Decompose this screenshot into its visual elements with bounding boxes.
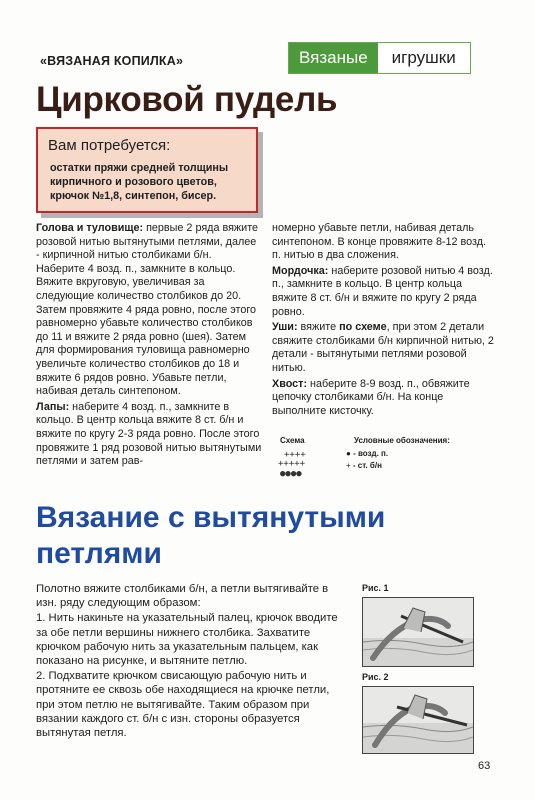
scheme-legend (272, 436, 492, 486)
section-muzzle (272, 265, 494, 319)
category-badge-right: игрушки (378, 43, 470, 73)
section-body-head (36, 222, 262, 399)
instructions-intro: Полотно вяжите столбиками б/н, а петли вытягивайте в изн. ряду следующим образом: (36, 583, 329, 610)
legend-text: - возд. п. (353, 449, 389, 458)
scheme-diagram (276, 448, 326, 484)
section-label: Хвост: (272, 377, 308, 390)
section-label: Мордочка: (272, 264, 329, 277)
figure-1-label: Рис. 1 (362, 583, 389, 593)
section-text: наберите 8-9 возд. п., обвяжите цепочку столбиками б/н. На конце выполните кисточку. (272, 377, 470, 417)
section-label: Уши: (272, 321, 298, 334)
page-title: Цирковой пудель (36, 80, 338, 119)
scheme-row-2: +++++ (278, 459, 306, 469)
scheme-row-3: ●●●● (280, 469, 302, 479)
requirements-text: остатки пряжи средней толщины кирпичного и розового цветов, крючок №1,8, синтепон, бисер. (50, 162, 229, 202)
instructions-step-2: 2. Подхватите крючком свисающую рабочую нить и протяните ее сквозь обе находящиеся на крючке петли, при этом петлю не вытягивайте. Таким образом при вязании каждого ст. б/н с изн. стороны образуется вытянутая петля. (36, 670, 330, 740)
figure-2-label: Рис. 2 (362, 672, 389, 682)
legend-symbol: ● (346, 449, 351, 458)
section-heading (36, 500, 385, 572)
category-badge (288, 42, 471, 74)
section-heading-line-2: петлями (36, 537, 162, 570)
instructions-text (36, 582, 346, 741)
figure-2-illustration (363, 687, 473, 753)
legend-item-stitch (346, 461, 382, 470)
page-number: 63 (478, 760, 491, 772)
legend-symbol: + (346, 461, 351, 470)
series-title: «ВЯЗАНАЯ КОПИЛКА» (40, 54, 184, 68)
scheme-label: Схема (280, 436, 305, 445)
legend-text: - ст. б/н (352, 461, 382, 470)
section-text: , при этом 2 детали свяжите столбиками б/н кирпичной нитью, 2 детали - вытянутыми петлями розовой нитью. (272, 321, 494, 374)
section-text: вяжите (297, 321, 340, 334)
scheme-row-1: ++++ (284, 450, 306, 460)
section-text: наберите розовой нитью 4 возд. п., замкните в кольцо. В центр кольца вяжите 8 ст. б/н и вяжите по кругу 2 ряда ровно. (272, 264, 493, 318)
legend-title: Условные обозначения: (354, 436, 450, 445)
figure-2-image (362, 686, 474, 754)
section-tail (272, 378, 494, 419)
text-column-left (36, 222, 262, 471)
section-text: наберите 4 возд. п., замкните в кольцо. В центр кольца вяжите 8 ст. б/н и вяжите по кругу 2-3 ряда ровно. После этого провяжите 1 ряд розовой нитью вытянутыми петлями и затем рав- (36, 400, 262, 468)
section-paws (36, 401, 262, 469)
section-paws-continued (272, 222, 494, 263)
figure-1-image (362, 597, 474, 667)
legend-item-chain (346, 449, 388, 458)
requirements-heading: Вам потребуется: (48, 137, 171, 154)
text-column-right (272, 222, 494, 420)
instructions-step-1: 1. Нить накиньте на указательный палец, крючок вводите за обе петли вершины нижнего столбика. Захватите крючком рабочую нить за указательным пальцем, как показано на рисунке, и вытяните петлю. (36, 612, 338, 668)
figure-1-illustration (363, 598, 473, 666)
section-emphasis: по схеме (339, 321, 387, 334)
category-badge-left: Вязаные (289, 43, 378, 73)
section-text: первые 2 ряда вяжите розовой нитью вытянутыми петлями, далее - кирпичной нитью столбиками б/н. Наберите 4 возд. п., замкните в кольцо. Вяжите вкруговую, увеличивая за следующие количество столбиков до 20. Затем провяжите 4 ряда ровно, после этого равномерно убавьте количество столбиков до 11 и вяжите 2 ряда ровно (шея). Затем для формирования туловища равномерно увеличьте количество столбиков до 18 и вяжите 6 рядов ровно. Убавьте петли, набивая деталь синтепоном. (36, 222, 259, 398)
section-ears (272, 321, 494, 375)
section-heading-line-1: Вязание с вытянутыми (36, 501, 386, 534)
section-label: Голова и туловище: (36, 222, 144, 234)
requirements-box (36, 127, 258, 213)
section-text: номерно убавьте петли, набивая деталь синтепоном. В конце провяжите 8-12 возд. п. нитью в два сложения. (272, 222, 487, 262)
section-label: Лапы: (36, 400, 70, 413)
